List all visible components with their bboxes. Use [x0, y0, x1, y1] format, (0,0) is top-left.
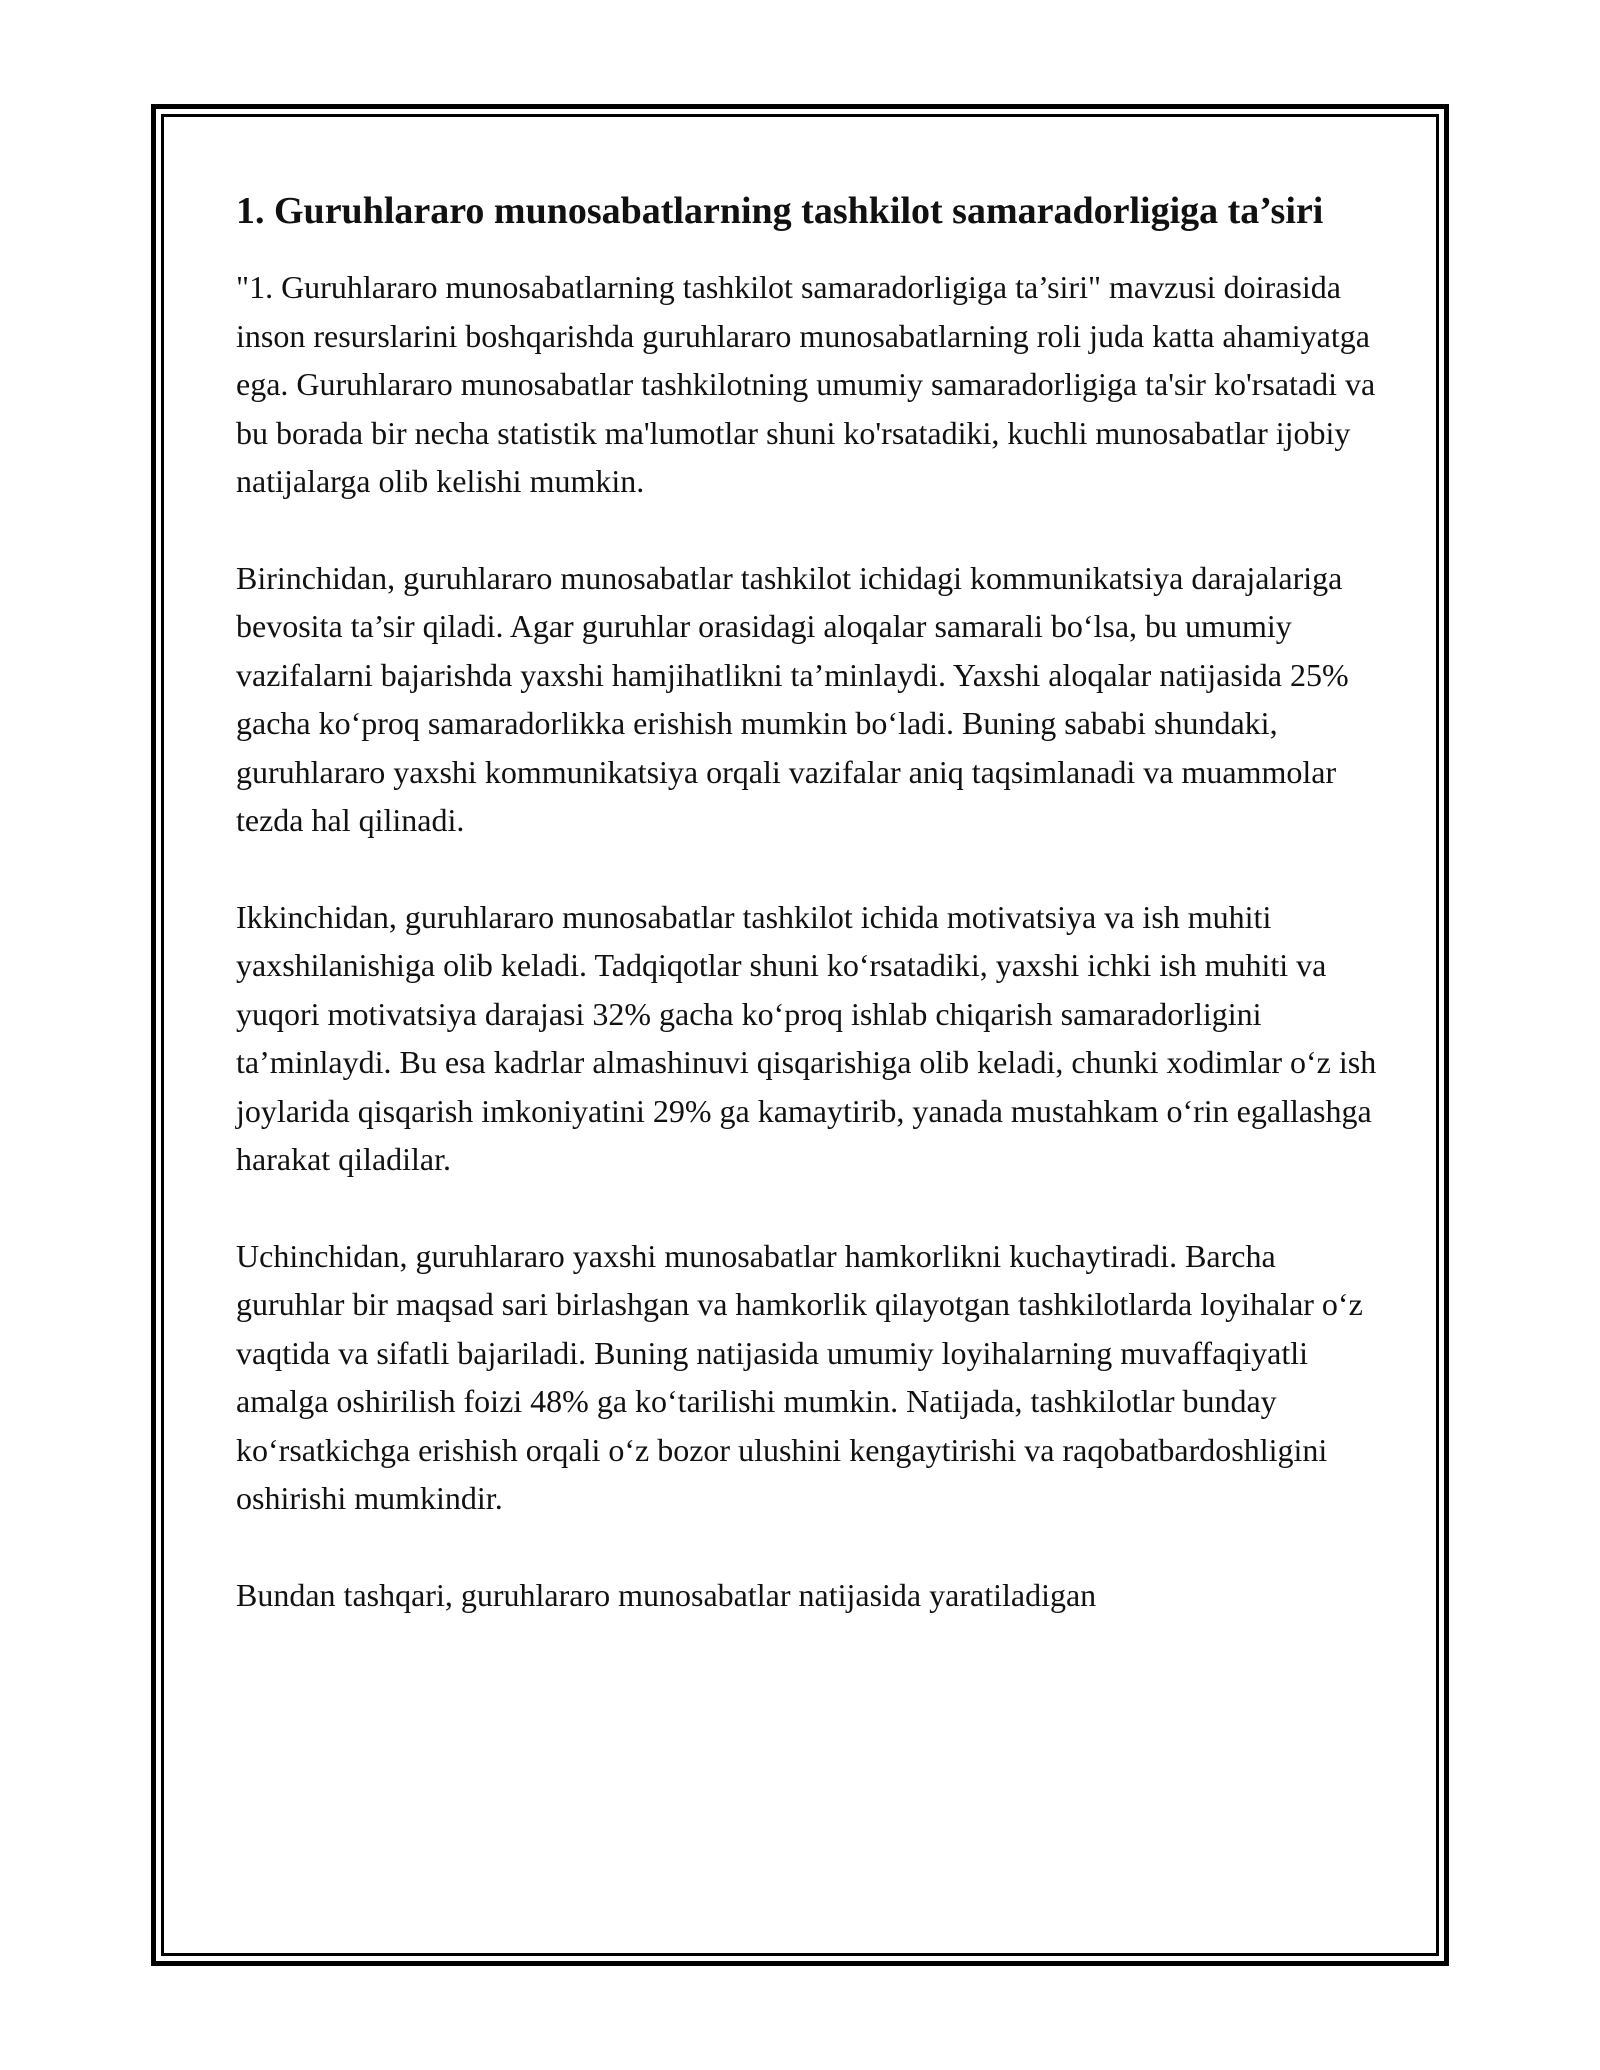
document-title: 1. Guruhlararo munosabatlarning tashkilot samaradorligiga ta’siri	[236, 190, 1324, 232]
paragraph-third: Uchinchidan, guruhlararo yaxshi munosabatlar hamkorlikni kuchaytiradi. Barcha guruhlar bir maqsad sari birlashgan va hamkorlik qilayotgan tashkilotlarda loyihalar o‘z vaqtida va sifatli bajariladi. Buning natijasida umumiy loyihalarning muvaffaqiyatli amalga oshirilish foizi 48% ga ko‘tarilishi mumkin. Natijada, tashkilotlar bunday ko‘rsatkichga erishish orqali o‘z bozor ulushini kengaytirishi va raqobatbardoshligini oshirishi mumkindir.	[236, 1237, 1363, 1516]
paragraph-intro: "1. Guruhlararo munosabatlarning tashkilot samaradorligiga ta’siri" mavzusi doirasida inson resurslarini boshqarishda guruhlararo munosabatlarning roli juda katta ahamiyatga ega. Guruhlararo munosabatlar tashkilotning umumiy samaradorligiga ta'sir ko'rsatadi va bu borada bir necha statistik ma'lumotlar shuni ko'rsatadiki, kuchli munosabatlar ijobiy natijalarga olib kelishi mumkin.	[236, 269, 1376, 499]
paragraph-additional: Bundan tashqari, guruhlararo munosabatlar natijasida yaratiladigan	[236, 1576, 1097, 1613]
paragraph-second: Ikkinchidan, guruhlararo munosabatlar tashkilot ichida motivatsiya va ish muhiti yaxshilanishiga olib keladi. Tadqiqotlar shuni ko‘rsatadiki, yaxshi ichki ish muhiti va yuqori motivatsiya darajasi 32% gacha ko‘proq ishlab chiqarish samaradorligini ta’minlaydi. Bu esa kadrlar almashinuvi qisqarishiga olib keladi, chunki xodimlar o‘z ish joylarida qisqarish imkoniyatini 29% ga kamaytirib, yanada mustahkam o‘rin egallashga harakat qiladilar.	[236, 898, 1377, 1177]
document-body	[236, 184, 1386, 1667]
paragraph-first: Birinchidan, guruhlararo munosabatlar tashkilot ichidagi kommunikatsiya darajalariga bevosita ta’sir qiladi. Agar guruhlar orasidagi aloqalar samarali bo‘lsa, bu umumiy vazifalarni bajarishda yaxshi hamjihatlikni ta’minlaydi. Yaxshi aloqalar natijasida 25% gacha ko‘proq samaradorlikka erishish mumkin bo‘ladi. Buning sababi shundaki, guruhlararo yaxshi kommunikatsiya orqali vazifalar aniq taqsimlanadi va muammolar tezda hal qilinadi.	[236, 559, 1349, 838]
